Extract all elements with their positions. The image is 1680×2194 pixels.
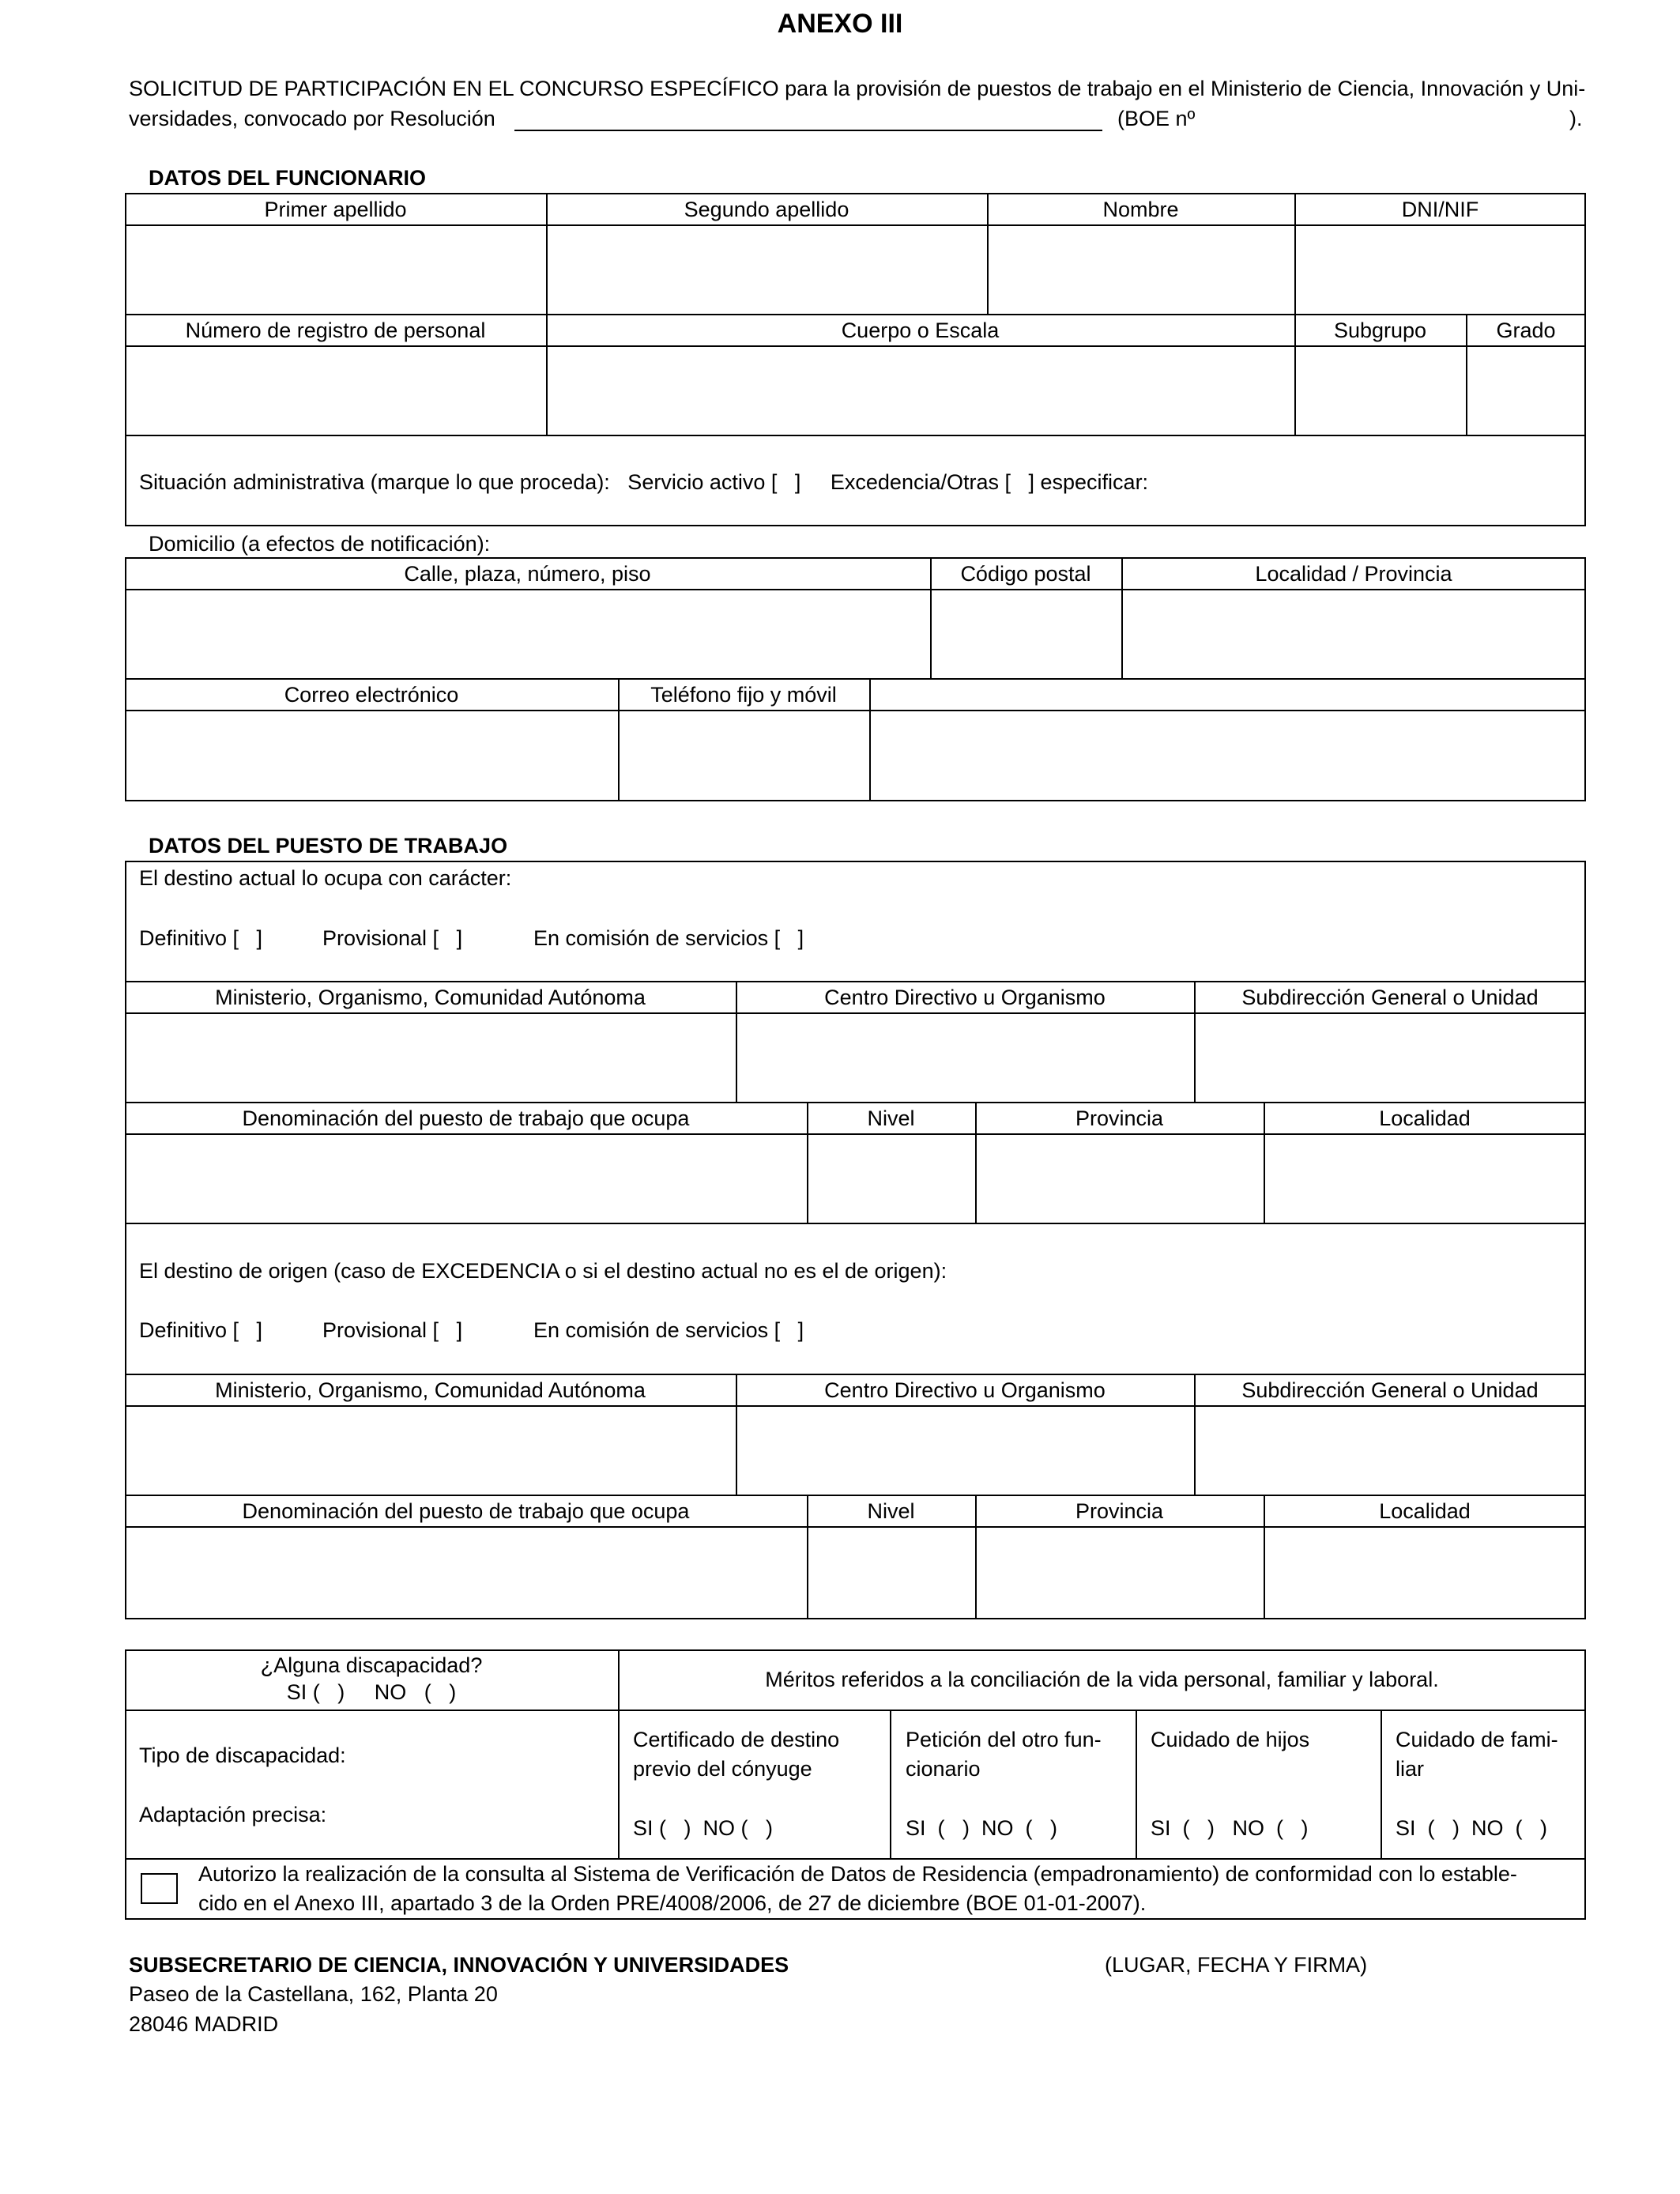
row-divider bbox=[125, 981, 1586, 982]
autorizo-checkbox[interactable] bbox=[141, 1873, 178, 1904]
adaptacion-field[interactable] bbox=[338, 1799, 607, 1830]
meritos-title: Méritos referidos a la conciliación de la vida personal, familiar y laboral. bbox=[765, 1668, 1439, 1691]
actual-comision[interactable]: En comisión de servicios [ ] bbox=[533, 926, 804, 950]
actual-ministerio-field[interactable] bbox=[125, 1014, 736, 1102]
codigo-postal-field[interactable] bbox=[932, 590, 1121, 678]
actual-denominacion-field[interactable] bbox=[125, 1135, 807, 1223]
header-nivel: Nivel bbox=[867, 1106, 915, 1130]
actual-localidad-field[interactable] bbox=[1265, 1135, 1586, 1223]
certificado-label-2: previo del cónyuge bbox=[633, 1757, 812, 1781]
header-telefono: Teléfono fijo y móvil bbox=[650, 683, 837, 707]
firma-label: (LUGAR, FECHA Y FIRMA) bbox=[1105, 1953, 1368, 1977]
boe-label: (BOE nº bbox=[1117, 107, 1196, 130]
header-subdireccion: Subdirección General o Unidad bbox=[1241, 986, 1539, 1009]
row-divider bbox=[125, 1710, 1586, 1711]
row-divider bbox=[125, 678, 1586, 680]
certificado-label: Certificado de destino bbox=[633, 1728, 840, 1751]
telefono-field[interactable] bbox=[620, 711, 869, 801]
boe-close: ). bbox=[1569, 107, 1583, 130]
actual-provincia-field[interactable] bbox=[977, 1135, 1264, 1223]
origen-subdireccion-field[interactable] bbox=[1196, 1407, 1586, 1495]
header-provincia: Provincia bbox=[1075, 1106, 1164, 1130]
row-divider bbox=[125, 1102, 1586, 1103]
cuidado-hijos-si-no[interactable]: SI ( ) NO ( ) bbox=[1151, 1816, 1309, 1840]
cuidado-familiar-label-2: liar bbox=[1396, 1757, 1425, 1781]
section-title-funcionario: DATOS DEL FUNCIONARIO bbox=[149, 166, 427, 190]
discapacidad-si-no[interactable]: SI ( ) NO ( ) bbox=[286, 1680, 457, 1704]
origen-nivel-field[interactable] bbox=[808, 1528, 975, 1619]
header-denominacion: Denominación del puesto de trabajo que ocupa bbox=[242, 1106, 690, 1130]
origen-ministerio-field[interactable] bbox=[125, 1407, 736, 1495]
excedencia-checkbox[interactable] bbox=[1038, 468, 1094, 496]
peticion-label-2: cionario bbox=[906, 1757, 981, 1781]
direccion: Paseo de la Castellana, 162, Planta 20 bbox=[129, 1982, 498, 2006]
servicio-activo-checkbox[interactable] bbox=[806, 468, 869, 496]
correo-field[interactable] bbox=[125, 711, 618, 801]
peticion-si-no[interactable]: SI ( ) NO ( ) bbox=[906, 1816, 1057, 1840]
domicilio-label: Domicilio (a efectos de notificación): bbox=[149, 532, 491, 556]
row-divider bbox=[125, 1858, 1586, 1860]
numero-registro-field[interactable] bbox=[125, 347, 546, 435]
header-numero-registro: Número de registro de personal bbox=[185, 319, 486, 342]
header-nivel: Nivel bbox=[867, 1499, 915, 1523]
header-calle: Calle, plaza, número, piso bbox=[404, 562, 651, 586]
header-ministerio: Ministerio, Organismo, Comunidad Autónoma bbox=[215, 1378, 646, 1402]
extra-field[interactable] bbox=[871, 711, 1586, 801]
origen-localidad-field[interactable] bbox=[1265, 1528, 1586, 1619]
header-dni: DNI/NIF bbox=[1401, 198, 1479, 221]
segundo-apellido-field[interactable] bbox=[548, 226, 987, 314]
autorizo-text-2: cido en el Anexo III, apartado 3 de la Orden PRE/4008/2006, de 27 de diciembre (BOE 01-01-2007). bbox=[198, 1891, 1147, 1915]
destinatario: SUBSECRETARIO DE CIENCIA, INNOVACIÓN Y UNIVERSIDADES bbox=[129, 1953, 789, 1977]
subgrupo-field[interactable] bbox=[1296, 347, 1466, 435]
col-divider bbox=[1381, 1710, 1382, 1858]
intro-text: SOLICITUD DE PARTICIPACIÓN EN EL CONCURSO ESPECÍFICO para la provisión de puestos de trabajo en el Ministerio de Ciencia, Innovación y Uni- bbox=[129, 77, 1586, 100]
header-segundo-apellido: Segundo apellido bbox=[684, 198, 849, 221]
especificar-field[interactable] bbox=[1192, 468, 1571, 496]
row-divider bbox=[125, 1374, 1586, 1375]
destino-actual-intro: El destino actual lo ocupa con carácter: bbox=[139, 866, 512, 890]
section-title-puesto: DATOS DEL PUESTO DE TRABAJO bbox=[149, 834, 508, 858]
col-divider bbox=[890, 1710, 891, 1858]
destino-origen-intro: El destino de origen (caso de EXCEDENCIA o si el destino actual no es el de origen): bbox=[139, 1259, 947, 1283]
col-divider bbox=[1136, 1710, 1137, 1858]
header-denominacion: Denominación del puesto de trabajo que ocupa bbox=[242, 1499, 690, 1523]
header-localidad: Localidad bbox=[1379, 1106, 1471, 1130]
firma-area[interactable] bbox=[1105, 1984, 1579, 2142]
header-nombre: Nombre bbox=[1102, 198, 1179, 221]
adaptacion-label: Adaptación precisa: bbox=[139, 1803, 327, 1826]
actual-provisional[interactable]: Provisional [ ] bbox=[322, 926, 463, 950]
row-divider bbox=[125, 1223, 1586, 1224]
actual-centro-field[interactable] bbox=[737, 1014, 1194, 1102]
domicilio-table bbox=[125, 557, 1586, 801]
cuidado-familiar-label: Cuidado de fami- bbox=[1396, 1728, 1558, 1751]
origen-centro-field[interactable] bbox=[737, 1407, 1194, 1495]
cuerpo-field[interactable] bbox=[548, 347, 1294, 435]
header-centro: Centro Directivo u Organismo bbox=[824, 1378, 1106, 1402]
actual-subdireccion-field[interactable] bbox=[1196, 1014, 1586, 1102]
situacion-administrativa: Situación administrativa (marque lo que proceda): Servicio activo [ ] Excedencia/Otras [ ] especificar: bbox=[139, 470, 1149, 494]
discapacidad-question: ¿Alguna discapacidad? bbox=[260, 1653, 483, 1677]
origen-provisional[interactable]: Provisional [ ] bbox=[322, 1318, 463, 1342]
localidad-provincia-field[interactable] bbox=[1123, 590, 1586, 678]
header-correo: Correo electrónico bbox=[284, 683, 459, 707]
origen-provincia-field[interactable] bbox=[977, 1528, 1264, 1619]
resolucion-blank-line[interactable] bbox=[514, 130, 1102, 131]
nombre-field[interactable] bbox=[989, 226, 1294, 314]
header-grado: Grado bbox=[1496, 319, 1556, 342]
tipo-discapacidad-label: Tipo de discapacidad: bbox=[139, 1744, 346, 1767]
discapacidad-table bbox=[125, 1649, 1586, 1920]
certificado-si-no[interactable]: SI ( ) NO ( ) bbox=[633, 1816, 773, 1840]
grado-field[interactable] bbox=[1467, 347, 1586, 435]
header-subdireccion: Subdirección General o Unidad bbox=[1241, 1378, 1539, 1402]
origen-denominacion-field[interactable] bbox=[125, 1528, 807, 1619]
funcionario-table bbox=[125, 193, 1586, 526]
calle-field[interactable] bbox=[125, 590, 930, 678]
row-divider bbox=[125, 1495, 1586, 1496]
origen-definitivo[interactable]: Definitivo [ ] bbox=[139, 1318, 263, 1342]
header-subgrupo: Subgrupo bbox=[1333, 319, 1427, 342]
primer-apellido-field[interactable] bbox=[125, 226, 546, 314]
cuidado-hijos-label: Cuidado de hijos bbox=[1151, 1728, 1310, 1751]
header-provincia: Provincia bbox=[1075, 1499, 1164, 1523]
row-divider bbox=[125, 435, 1586, 436]
header-codigo-postal: Código postal bbox=[960, 562, 1091, 586]
puesto-table bbox=[125, 861, 1586, 1619]
peticion-label: Petición del otro fun- bbox=[906, 1728, 1102, 1751]
boe-number-field[interactable] bbox=[1209, 106, 1565, 131]
row-divider bbox=[125, 314, 1586, 315]
header-ministerio: Ministerio, Organismo, Comunidad Autónoma bbox=[215, 986, 646, 1009]
origen-comision[interactable]: En comisión de servicios [ ] bbox=[533, 1318, 804, 1342]
header-cuerpo: Cuerpo o Escala bbox=[841, 319, 1000, 342]
page-title: ANEXO III bbox=[777, 9, 903, 39]
header-primer-apellido: Primer apellido bbox=[264, 198, 407, 221]
tipo-discapacidad-field[interactable] bbox=[362, 1740, 607, 1771]
actual-nivel-field[interactable] bbox=[808, 1135, 975, 1223]
intro-text-continued: versidades, convocado por Resolución bbox=[129, 107, 495, 130]
dni-field[interactable] bbox=[1296, 226, 1586, 314]
cuidado-familiar-si-no[interactable]: SI ( ) NO ( ) bbox=[1396, 1816, 1547, 1840]
header-localidad: Localidad bbox=[1379, 1499, 1471, 1523]
autorizo-text: Autorizo la realización de la consulta al Sistema de Verificación de Datos de Residencia (empadronamiento) de conformidad con lo estable- bbox=[198, 1862, 1517, 1886]
ciudad: 28046 MADRID bbox=[129, 2012, 279, 2036]
header-localidad-provincia: Localidad / Provincia bbox=[1255, 562, 1452, 586]
header-centro: Centro Directivo u Organismo bbox=[824, 986, 1106, 1009]
actual-definitivo[interactable]: Definitivo [ ] bbox=[139, 926, 263, 950]
